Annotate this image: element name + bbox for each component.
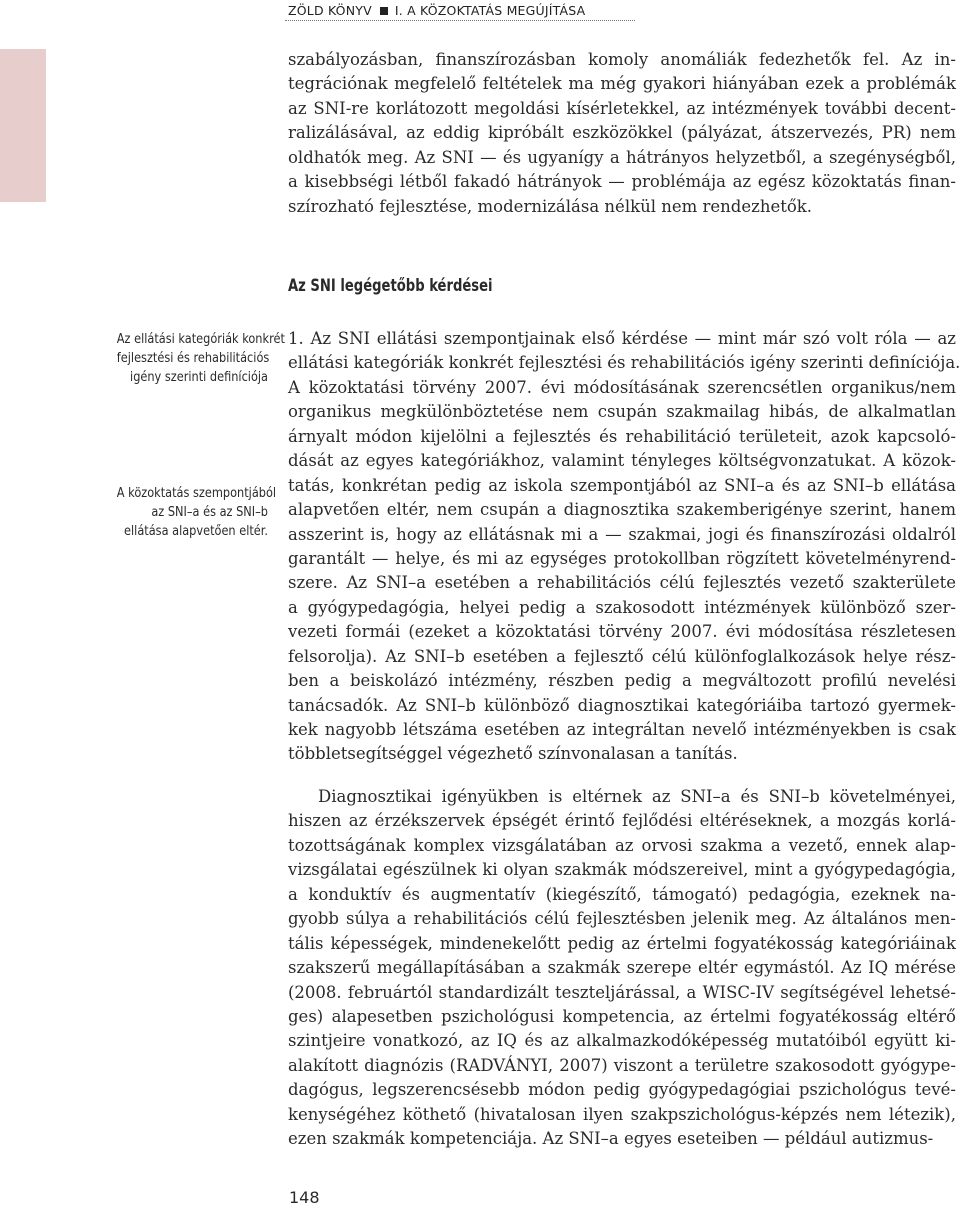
text-line: vizsgálatai egészülnek ki olyan szakmák módszereivel, mint a gyógypedagógia, — [288, 860, 956, 880]
header-dotted-rule — [285, 20, 635, 21]
text-line: tozottságának komplex vizsgálatában az orvosi szakma a vezető, ennek alap- — [288, 835, 956, 855]
square-bullet-icon — [380, 7, 388, 15]
text-line: organikus megkülönböztetése nem csupán szakmailag hibás, de alkalmatlan — [288, 402, 956, 422]
margin-note-line: igény szerinti definíciója — [130, 369, 268, 385]
text-line: kenységéhez köthető (hivatalosan ilyen szakpszichológus-képzés nem létezik), — [288, 1104, 956, 1124]
text-line: tatás, konkrétan pedig az iskola szempontjából az SNI–a és az SNI–b ellátása — [288, 475, 956, 495]
text-line: ges) alapesetben pszichológusi kompetencia, az értelmi fogyatékosság eltérő — [288, 1006, 956, 1026]
text-line: szakszerű megállapításában a szakmák szerepe eltér egymástól. Az IQ mérése — [288, 958, 956, 978]
text-line: Diagnosztikai igényükben is eltérnek az SNI–a és SNI–b követelményei, — [318, 787, 956, 806]
text-line: ralizálásával, az eddig kipróbált eszközökkel (pályázat, átszervezés, PR) nem — [288, 123, 956, 143]
margin-note-line: ellátása alapvetően eltér. — [124, 523, 268, 539]
text-line: tegrációnak megfelelő feltételek ma még gyakori hiányában ezek a problémák — [288, 74, 956, 94]
text-line: asszerint is, hogy az ellátásnak mi a — szakmai, jogi és finanszírozási oldalról — [288, 524, 956, 544]
text-line: a kisebbségi létből fakadó hátrányok — problémája az egész közoktatás finan- — [288, 172, 956, 192]
paragraph-1 — [288, 327, 960, 767]
text-line: (2008. februártól standardizált teszteljárással, a WISC-IV segítségével lehetsé- — [288, 982, 956, 1002]
paragraph-2 — [288, 785, 956, 1152]
running-header — [288, 3, 585, 18]
text-line: ellátási kategóriák konkrét fejlesztési és rehabilitációs igény szerinti definíciója. — [288, 353, 960, 373]
text-line: ezen szakmák kompetenciája. Az SNI–a egyes eseteiben — például autizmus- — [288, 1129, 934, 1149]
margin-note-line: Az ellátási kategóriák konkrét — [116, 331, 285, 347]
text-line: vezeti formái (ezeket a közoktatási törvény 2007. évi módosítása részletesen — [288, 622, 956, 642]
intro-paragraph — [288, 48, 956, 219]
header-chapter-title: I. A KÖZOKTATÁS MEGÚJÍTÁSA — [394, 3, 586, 18]
text-line: dását az egyes kategóriákhoz, valamint tényleges költségvonzatukat. A közok- — [288, 451, 956, 471]
text-line: 1. Az SNI ellátási szempontjainak első kérdése — mint már szó volt róla — az — [288, 329, 956, 348]
text-line: dagógus, legszerencsésebb módon pedig gyógypedagógiai pszichológus tevé- — [288, 1080, 956, 1100]
margin-note-sni-a-b — [88, 484, 277, 541]
header-book-title: ZÖLD KÖNYV — [288, 3, 372, 18]
text-line: garantált — helye, és mi az egységes protokollban rögzített követelményrend- — [288, 548, 956, 568]
text-line: kek nagyobb létszáma esetében az integráltan nevelő intézményekben is csak — [288, 720, 956, 739]
text-line: többletsegítséggel végezhető színvonalasan a tanítás. — [288, 744, 738, 764]
text-line: oldhatók meg. Az SNI — és ugyanígy a hátrányos helyzetből, a szegénységből, — [288, 147, 956, 167]
text-line: tanácsadók. Az SNI–b különböző diagnosztikai kategóriáiba tartozó gyermek- — [288, 695, 956, 715]
text-line: ben a beiskolázó intézmény, részben pedig a megváltozott profilú nevelési — [288, 671, 956, 691]
text-line: szírozható fejlesztése, modernizálása nélkül nem rendezhetők. — [288, 196, 813, 216]
text-line: az SNI-re korlátozott megoldási kísérletekkel, az intézmények további decent- — [288, 98, 956, 118]
text-line: A közoktatási törvény 2007. évi módosításának szerencsétlen organikus/nem — [288, 377, 956, 397]
text-line: a konduktív és augmentatív (kiegészítő, támogató) pedagógia, ezeknek na- — [288, 884, 956, 904]
text-line: tális képességek, mindenekelőtt pedig az értelmi fogyatékosság kategóriáinak — [288, 933, 956, 953]
text-line: szere. Az SNI–a esetében a rehabilitációs célú fejlesztés vezető szakterülete — [288, 573, 956, 593]
margin-note-line: fejlesztési és rehabilitációs — [116, 350, 270, 366]
text-line: felsorolja). Az SNI–b esetében a fejlesztő célú különfoglalkozások helye rész- — [288, 646, 956, 666]
text-line: szintjeire vonatkozó, az IQ és az alkalmazkodóképesség mutatóiból együtt ki- — [288, 1031, 956, 1051]
section-heading: Az SNI legégetőbb kérdései — [288, 276, 493, 296]
text-line: gyobb súlya a rehabilitációs célú fejlesztésben jelenik meg. Az általános men- — [288, 909, 956, 929]
text-line: hiszen az érzékszervek épségét érintő fejlődési eltéréseknek, a mozgás korlá- — [288, 811, 956, 831]
margin-note-categories — [88, 330, 285, 387]
text-line: a gyógypedagógia, helyei pedig a szakosodott intézmények különböző szer- — [288, 597, 956, 617]
margin-note-line: A közoktatás szempontjából — [116, 485, 277, 501]
text-line: alakított diagnózis (RADVÁNYI, 2007) viszont a területre szakosodott gyógype- — [288, 1055, 956, 1075]
chapter-color-tab — [0, 49, 46, 202]
text-line: árnyalt módon kijelölni a fejlesztés és rehabilitáció területeit, azok kapcsoló- — [288, 426, 956, 446]
page-number: 148 — [289, 1188, 320, 1207]
text-line: alapvetően eltér, nem csupán a diagnosztika szakemberigénye szerint, hanem — [288, 500, 956, 520]
text-line: szabályozásban, finanszírozásban komoly anomáliák fedezhetők fel. Az in- — [288, 50, 956, 69]
margin-note-line: az SNI–a és az SNI–b — [151, 504, 268, 520]
